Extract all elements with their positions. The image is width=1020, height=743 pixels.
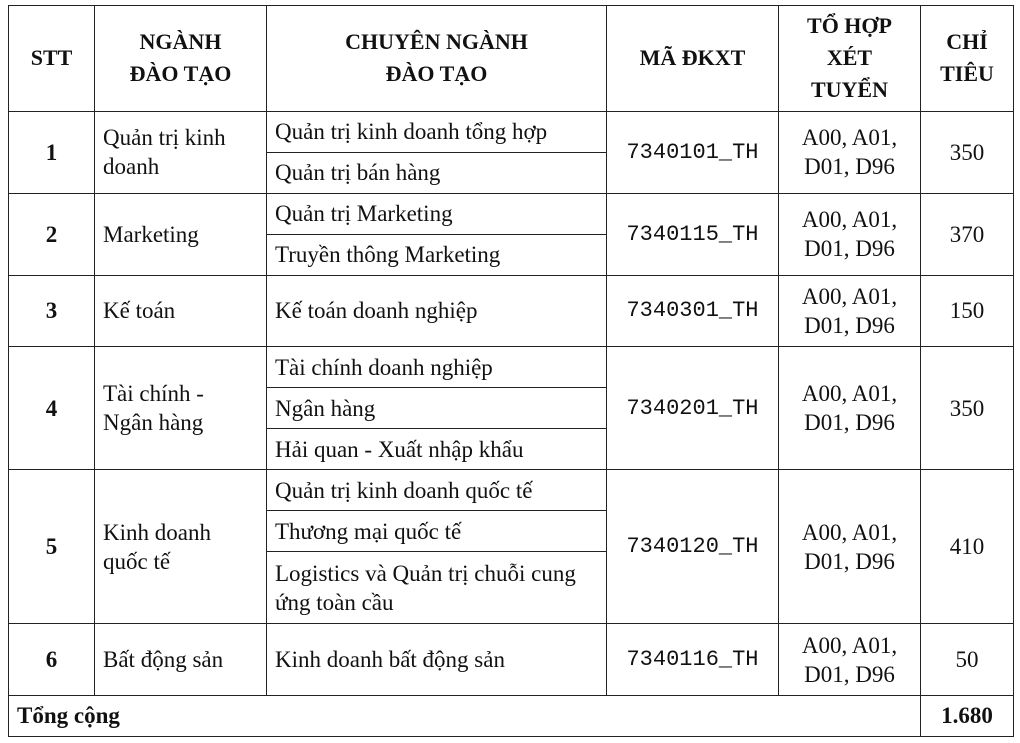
cell-chi-tieu: 50 [921, 624, 1014, 696]
cell-chuyen-nganh: Tài chính doanh nghiệp [267, 347, 607, 388]
cell-stt: 2 [9, 193, 95, 275]
cell-chi-tieu: 410 [921, 470, 1014, 624]
cell-nganh: Quản trị kinh doanh [95, 111, 267, 193]
cell-stt: 4 [9, 347, 95, 470]
cell-chi-tieu: 350 [921, 347, 1014, 470]
table-row [9, 275, 1014, 347]
cell-nganh: Kế toán [95, 275, 267, 347]
cell-chuyen-nganh: Thương mại quốc tế [267, 511, 607, 552]
cell-stt: 5 [9, 470, 95, 624]
cell-chuyen-nganh: Ngân hàng [267, 388, 607, 429]
table-row [9, 624, 1014, 696]
cell-ma: 7340115_TH [607, 193, 779, 275]
cell-nganh: Tài chính - Ngân hàng [95, 347, 267, 470]
cell-ma: 7340101_TH [607, 111, 779, 193]
cell-stt: 1 [9, 111, 95, 193]
table-header-row [9, 6, 1014, 112]
cell-nganh: Kinh doanh quốc tế [95, 470, 267, 624]
header-chi-tieu: CHỈ TIÊU [921, 6, 1014, 112]
total-row [9, 695, 1014, 736]
cell-nganh: Bất động sản [95, 624, 267, 696]
header-stt: STT [9, 6, 95, 112]
cell-chuyen-nganh: Quản trị kinh doanh tổng hợp [267, 111, 607, 152]
total-value: 1.680 [921, 695, 1014, 736]
table-row [9, 193, 1014, 234]
cell-to-hop: A00, A01, D01, D96 [779, 470, 921, 624]
cell-chi-tieu: 150 [921, 275, 1014, 347]
cell-stt: 3 [9, 275, 95, 347]
cell-chuyen-nganh: Logistics và Quản trị chuỗi cung ứng toàn cầu [267, 552, 607, 624]
cell-ma: 7340120_TH [607, 470, 779, 624]
header-ma: MÃ ĐKXT [607, 6, 779, 112]
cell-ma: 7340116_TH [607, 624, 779, 696]
header-chuyen-nganh: CHUYÊN NGÀNH ĐÀO TẠO [267, 6, 607, 112]
header-to-hop: TỔ HỢP XÉT TUYỂN [779, 6, 921, 112]
cell-chuyen-nganh: Kinh doanh bất động sản [267, 624, 607, 696]
cell-chuyen-nganh: Quản trị Marketing [267, 193, 607, 234]
cell-chuyen-nganh: Truyền thông Marketing [267, 234, 607, 275]
cell-to-hop: A00, A01, D01, D96 [779, 193, 921, 275]
cell-chi-tieu: 350 [921, 111, 1014, 193]
admission-quota-table [8, 5, 1014, 737]
table-row [9, 347, 1014, 388]
cell-chi-tieu: 370 [921, 193, 1014, 275]
cell-ma: 7340301_TH [607, 275, 779, 347]
cell-ma: 7340201_TH [607, 347, 779, 470]
cell-to-hop: A00, A01, D01, D96 [779, 624, 921, 696]
cell-chuyen-nganh: Quản trị kinh doanh quốc tế [267, 470, 607, 511]
table-row [9, 470, 1014, 511]
total-label: Tổng cộng [9, 695, 921, 736]
cell-stt: 6 [9, 624, 95, 696]
cell-chuyen-nganh: Kế toán doanh nghiệp [267, 275, 607, 347]
table-row [9, 111, 1014, 152]
cell-to-hop: A00, A01, D01, D96 [779, 275, 921, 347]
cell-chuyen-nganh: Quản trị bán hàng [267, 152, 607, 193]
cell-chuyen-nganh: Hải quan - Xuất nhập khẩu [267, 429, 607, 470]
cell-to-hop: A00, A01, D01, D96 [779, 347, 921, 470]
cell-to-hop: A00, A01, D01, D96 [779, 111, 921, 193]
cell-nganh: Marketing [95, 193, 267, 275]
header-nganh: NGÀNH ĐÀO TẠO [95, 6, 267, 112]
